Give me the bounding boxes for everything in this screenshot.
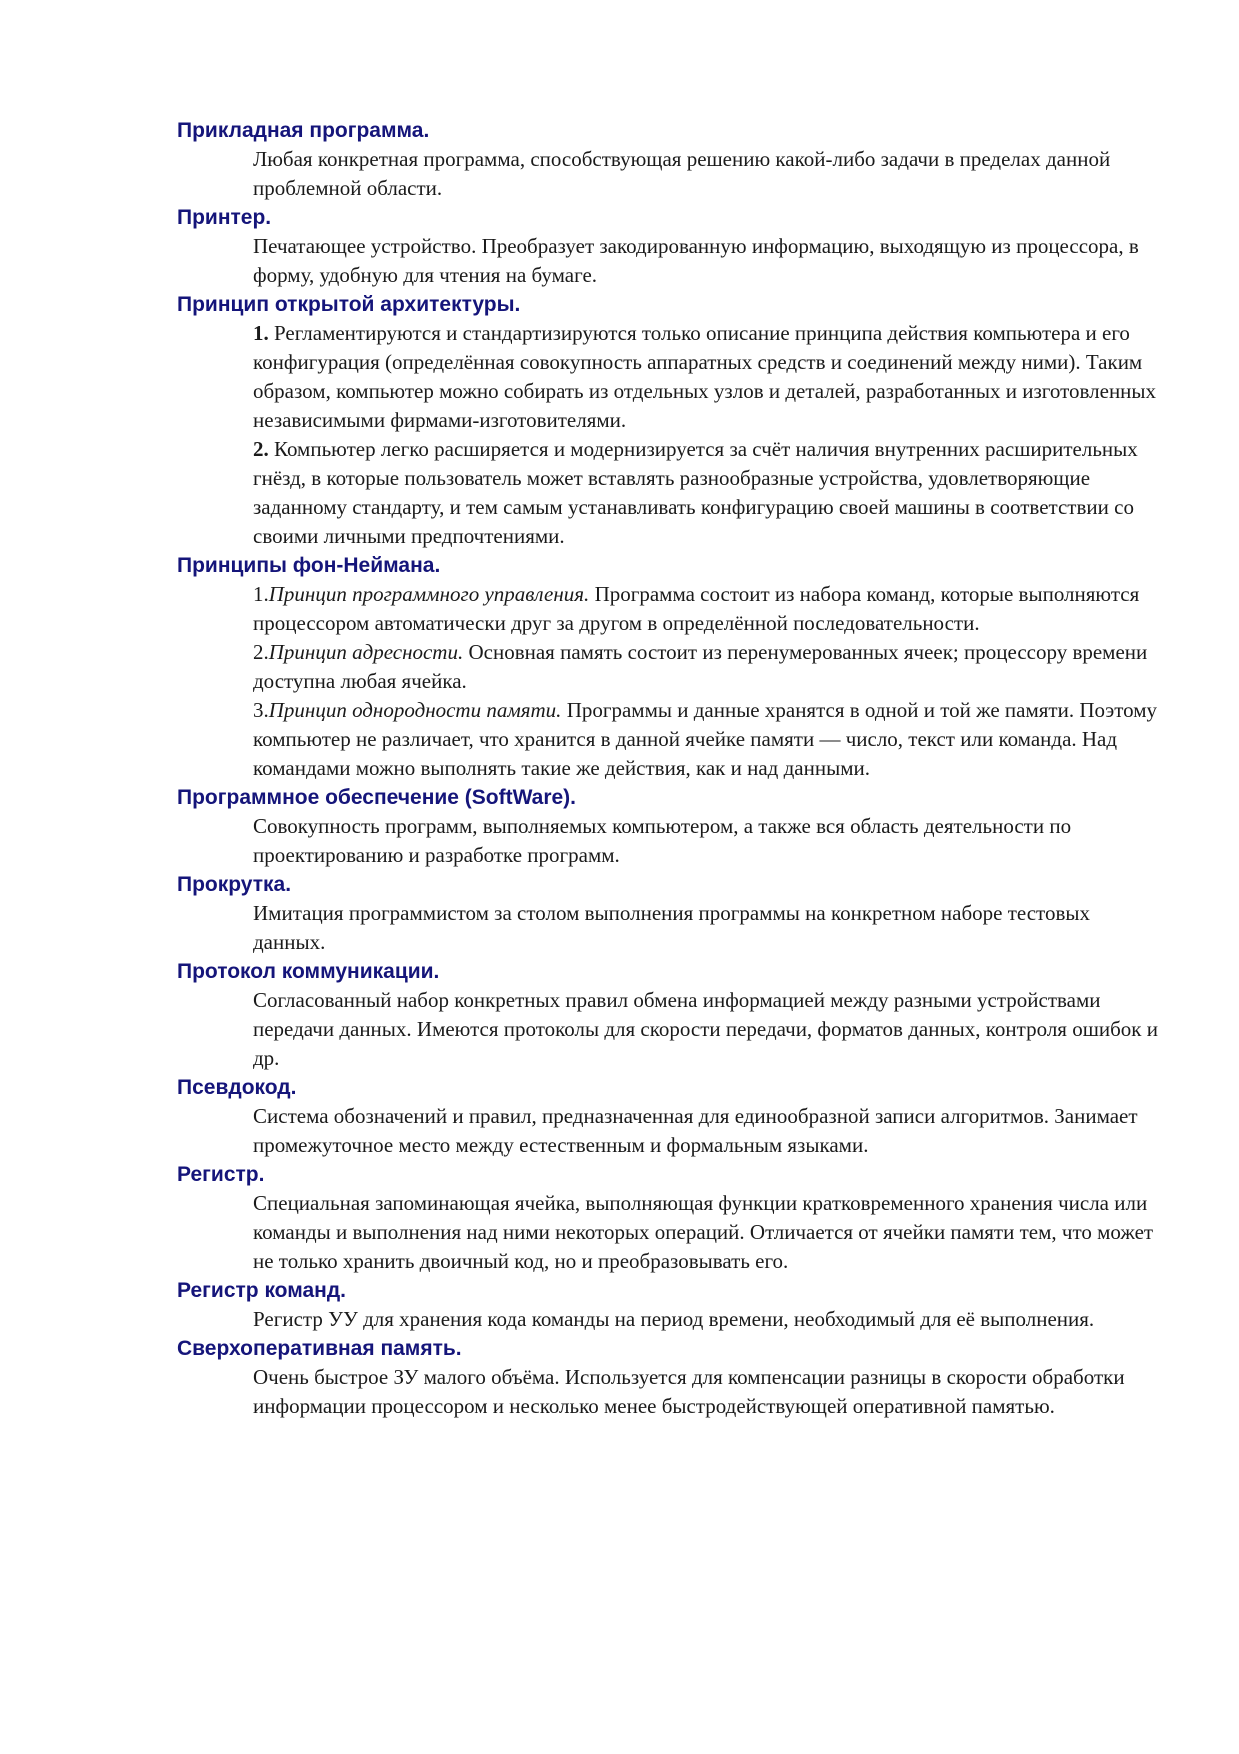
definition-number: 3. — [253, 698, 269, 722]
glossary-term: Программное обеспечение (SoftWare). — [177, 786, 577, 809]
definition-text: Согласованный набор конкретных правил обмена информацией между разными устройствами передачи данных. Имеются протоколы для скорости передачи, форматов данных, контроля ошибок и др. — [253, 988, 1158, 1070]
definition-text: Совокупность программ, выполняемых компьютером, а также вся область деятельности по проектированию и разработке программ. — [253, 814, 1072, 867]
principle-name: Принцип адресности. — [268, 640, 464, 664]
glossary-definition — [253, 986, 1167, 1073]
glossary-definition — [253, 696, 1167, 783]
glossary-definition — [253, 1305, 1167, 1334]
definition-number: 2. — [253, 640, 269, 664]
definition-number: 2. — [253, 437, 269, 461]
definition-text: Компьютер легко расширяется и модернизируется за счёт наличия внутренних расширительных гнёзд, в которые пользователь может вставлять разнообразные устройства, удовлетворяющие заданному стандарту, и тем самым устанавливать конфигурацию своей машины в соответствии со своими личными предпочтениями. — [253, 437, 1138, 548]
definition-text: Система обозначений и правил, предназначенная для единообразной записи алгоритмов. Занимает промежуточное место между естественным и формальным языками. — [253, 1104, 1138, 1157]
glossary-term: Сверхоперативная память. — [177, 1337, 462, 1360]
definition-text: Программа состоит из набора команд, которые выполняются процессором автоматически друг за другом в определённой последовательности. — [253, 582, 1140, 635]
definition-text: Программы и данные хранятся в одной и той же памяти. Поэтому компьютер не различает, что хранится в данной ячейке памяти — число, текст или команда. Над командами можно выполнять такие же действия, как и над данными. — [253, 698, 1158, 780]
glossary-definition — [253, 580, 1167, 638]
definition-text: Основная память состоит из перенумерованных ячеек; процессору времени доступна любая ячейка. — [253, 640, 1148, 693]
principle-name: Принцип программного управления. — [268, 582, 590, 606]
definition-text: Регистр УУ для хранения кода команды на период времени, необходимый для её выполнения. — [253, 1307, 1095, 1331]
definition-text: Очень быстрое ЗУ малого объёма. Используется для компенсации разницы в скорости обработки информации процессором и несколько менее быстродействующей оперативной памятью. — [253, 1365, 1125, 1418]
glossary-definition — [253, 319, 1167, 435]
glossary-definition — [253, 145, 1167, 203]
glossary-term: Принтер. — [177, 206, 272, 229]
glossary-definition — [253, 1102, 1167, 1160]
definition-number: 1. — [253, 582, 269, 606]
glossary-term: Псевдокод. — [177, 1076, 297, 1099]
principle-name: Принцип однородности памяти. — [268, 698, 562, 722]
glossary-definition — [253, 812, 1167, 870]
glossary-term: Регистр. — [177, 1163, 265, 1186]
definition-text: Имитация программистом за столом выполнения программы на конкретном наборе тестовых данных. — [253, 901, 1090, 954]
glossary-page — [177, 116, 1167, 1421]
definition-text: Любая конкретная программа, способствующая решению какой-либо задачи в пределах данной проблемной области. — [253, 147, 1111, 200]
glossary-definition — [253, 638, 1167, 696]
glossary-term: Прокрутка. — [177, 873, 292, 896]
definition-text: Специальная запоминающая ячейка, выполняющая функции кратковременного хранения числа или команды и выполнения над ними некоторых операций. Отличается от ячейки памяти тем, что может не только хранить двоичный код, но и преобразовывать его. — [253, 1191, 1154, 1273]
definition-text: Регламентируются и стандартизируются только описание принципа действия компьютера и его конфигурация (определённая совокупность аппаратных средств и соединений между ними). Таким образом, компьютер можно собирать из отдельных узлов и деталей, разработанных и изготовленных независимыми фирмами-изготовителями. — [253, 321, 1157, 432]
glossary-term: Прикладная программа. — [177, 119, 430, 142]
glossary-term: Протокол коммуникации. — [177, 960, 440, 983]
definition-text: Печатающее устройство. Преобразует закодированную информацию, выходящую из процессора, в форму, удобную для чтения на бумаге. — [253, 234, 1139, 287]
glossary-definition — [253, 1189, 1167, 1276]
glossary-definition — [253, 232, 1167, 290]
glossary-term: Регистр команд. — [177, 1279, 347, 1302]
glossary-definition — [253, 899, 1167, 957]
glossary-definition — [253, 435, 1167, 551]
glossary-term: Принципы фон-Неймана. — [177, 554, 441, 577]
glossary-definition — [253, 1363, 1167, 1421]
glossary-term: Принцип открытой архитектуры. — [177, 293, 521, 316]
definition-number: 1. — [253, 321, 269, 345]
